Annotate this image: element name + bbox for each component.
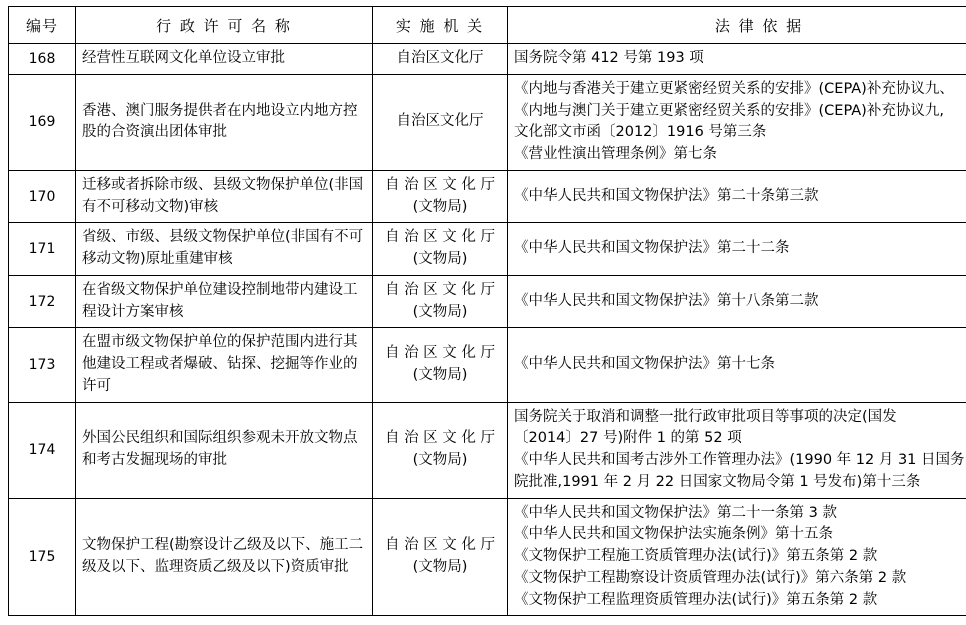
organization-line: 自 治 区 文 化 厅: [384, 281, 496, 298]
table-row: [9, 275, 966, 328]
organization: 自治区文化厅: [373, 74, 508, 170]
table-header-row: [9, 7, 966, 44]
row-number: 175: [9, 498, 76, 616]
permit-name: 在盟市级文物保护单位的保护范围内进行其他建设工程或者爆破、钻探、挖掘等作业的许可: [76, 328, 373, 402]
legal-basis-line: 〔2014〕27 号)附件 1 的第 52 项: [514, 430, 742, 447]
permit-name: 迁移或者拆除市级、县级文物保护单位(非国有不可移动文物)审核: [76, 170, 373, 223]
organization-line: (文物局): [412, 303, 468, 320]
legal-basis: [508, 44, 966, 75]
organization-line: 自 治 区 文 化 厅: [384, 176, 496, 193]
legal-basis: [508, 223, 966, 276]
column-header-legal-basis: 法 律 依 据: [508, 7, 966, 44]
organization-line: (文物局): [412, 558, 468, 575]
legal-basis-line: 《中华人民共和国考古涉外工作管理办法》(1990 年 12 月 31 日国务: [514, 452, 965, 468]
organization: 自治区文化厅: [373, 44, 508, 75]
organization: [373, 275, 508, 328]
column-header-permit-name: 行 政 许 可 名 称: [76, 7, 373, 44]
organization-line: 自 治 区 文 化 厅: [384, 229, 496, 246]
organization-line: 自 治 区 文 化 厅: [384, 430, 496, 447]
permit-name: 省级、市级、县级文物保护单位(非国有不可移动文物)原址重建审核: [76, 223, 373, 276]
legal-basis-line: 文化部文市函〔2012〕1916 号第三条: [514, 124, 767, 141]
legal-basis: [508, 498, 966, 616]
permit-name: 经营性互联网文化单位设立审批: [76, 44, 373, 75]
organization-line: (文物局): [412, 366, 468, 383]
legal-basis-line: 院批准,1991 年 2 月 22 日国家文物局令第 1 号发布)第十三条: [514, 473, 921, 490]
table-body: [9, 44, 966, 616]
legal-basis-line: 《中华人民共和国文物保护法》第十七条: [514, 356, 775, 372]
legal-basis-line: 《中华人民共和国文物保护法》第二十条第三款: [514, 187, 819, 204]
organization-line: (文物局): [412, 452, 468, 468]
organization-line: 自 治 区 文 化 厅: [384, 537, 496, 554]
legal-basis-line: 《文物保护工程勘察设计资质管理办法(试行)》第六条第 2 款: [514, 569, 907, 586]
legal-basis-line: 《文物保护工程施工资质管理办法(试行)》第五条第 2 款: [514, 548, 878, 564]
legal-basis-line: 《营业性演出管理条例》第七条: [514, 146, 717, 162]
organization: [373, 170, 508, 223]
column-header-organization: 实 施 机 关: [373, 7, 508, 44]
legal-basis: [508, 328, 966, 402]
legal-basis: [508, 170, 966, 223]
table-row: [9, 170, 966, 223]
legal-basis-line: 《文物保护工程监理资质管理办法(试行)》第五条第 2 款: [514, 591, 878, 608]
table-header: [9, 7, 966, 44]
permit-name: 外国公民组织和国际组织参观未开放文物点和考古发掘现场的审批: [76, 402, 373, 498]
organization-line: (文物局): [412, 251, 468, 267]
legal-basis-line: 《内地与澳门关于建立更紧密经贸关系的安排》(CEPA)补充协议九,: [514, 102, 944, 119]
organization: [373, 498, 508, 616]
organization-line: 自 治 区 文 化 厅: [384, 345, 496, 362]
row-number: 171: [9, 223, 76, 276]
permit-name: 香港、澳门服务提供者在内地设立内地方控股的合资演出团体审批: [76, 74, 373, 170]
permit-name: 文物保护工程(勘察设计乙级及以下、施工二级及以下、监理资质乙级及以下)资质审批: [76, 498, 373, 616]
table-row: [9, 44, 966, 75]
table-row: [9, 328, 966, 402]
organization-line: (文物局): [412, 198, 468, 215]
column-header-no: 编号: [9, 7, 76, 44]
table-row: [9, 74, 966, 170]
legal-basis-line: 《内地与香港关于建立更紧密经贸关系的安排》(CEPA)补充协议九、: [514, 80, 954, 97]
row-number: 170: [9, 170, 76, 223]
table-row: [9, 402, 966, 498]
row-number: 174: [9, 402, 76, 498]
table-row: [9, 223, 966, 276]
legal-basis: [508, 74, 966, 170]
row-number: 172: [9, 275, 76, 328]
row-number: 169: [9, 74, 76, 170]
organization: [373, 402, 508, 498]
row-number: 168: [9, 44, 76, 75]
legal-basis-line: 《中华人民共和国文物保护法》第二十二条: [514, 240, 790, 257]
legal-basis-line: 《中华人民共和国文物保护法》第十八条第二款: [514, 292, 819, 309]
table-row: [9, 498, 966, 616]
legal-basis: [508, 402, 966, 498]
permit-name: 在省级文物保护单位建设控制地带内建设工程设计方案审核: [76, 275, 373, 328]
legal-basis-line: 国务院令第 412 号第 193 项: [514, 50, 704, 66]
legal-basis-line: 《中华人民共和国文物保护法实施条例》第十五条: [514, 526, 833, 543]
organization: [373, 328, 508, 402]
legal-basis-line: 国务院关于取消和调整一批行政审批项目等事项的决定(国发: [514, 408, 897, 425]
row-number: 173: [9, 328, 76, 402]
legal-basis: [508, 275, 966, 328]
administrative-permit-table: [8, 6, 966, 616]
organization: [373, 223, 508, 276]
legal-basis-line: 《中华人民共和国文物保护法》第二十一条第 3 款: [514, 504, 837, 521]
